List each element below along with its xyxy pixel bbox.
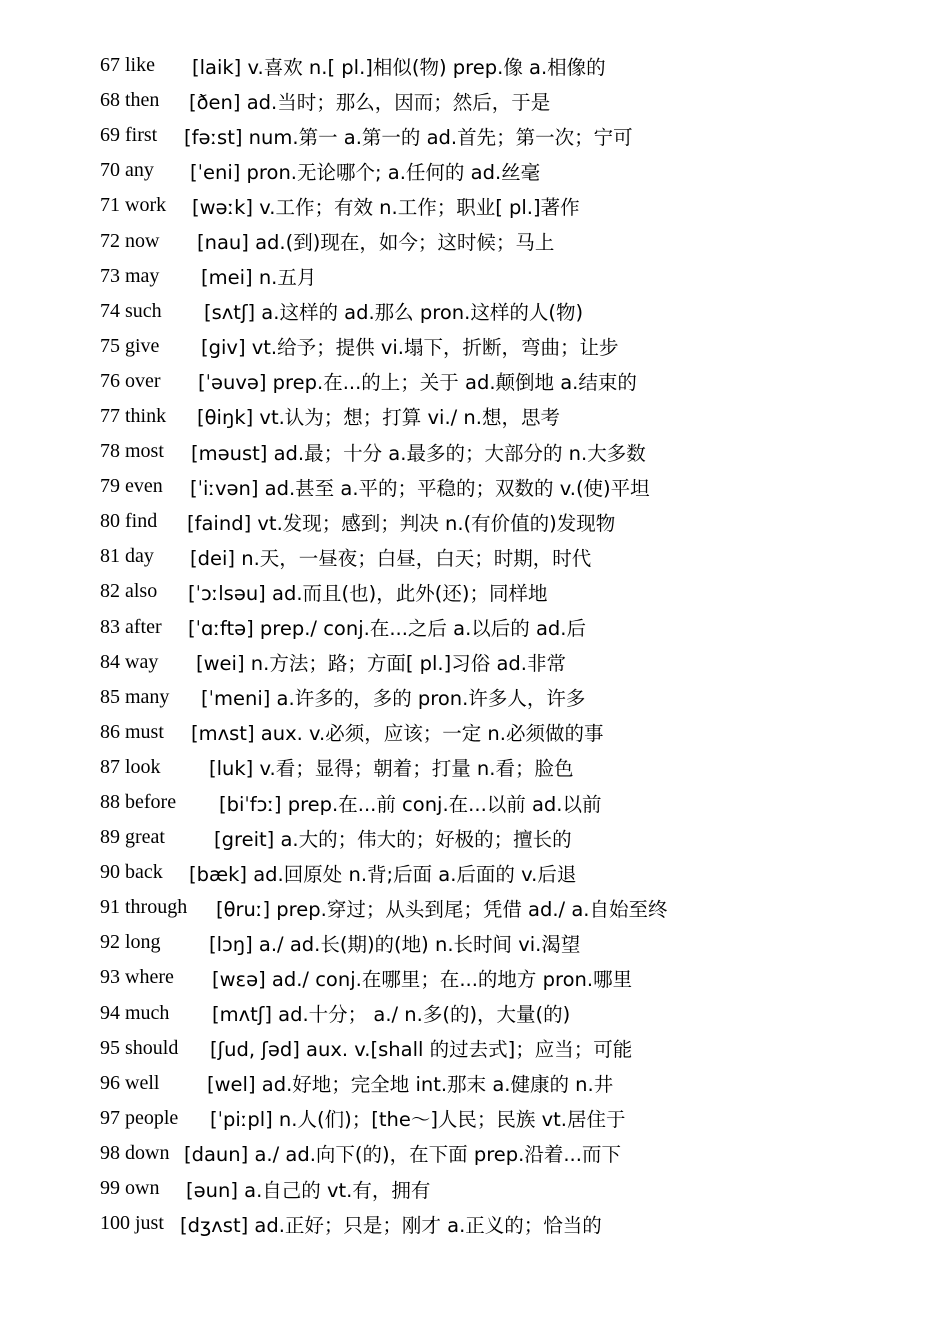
entry-word: 71 work [100,194,167,217]
vocab-entry [100,574,900,609]
entry-word: 97 people [100,1106,179,1129]
entry-definition: [luk] v.看；显得；朝着；打量 n.看；脸色 [209,757,574,781]
entry-word: 83 after [100,615,162,638]
entry-definition: [dʒʌst] ad.正好；只是；刚才 a.正义的；恰当的 [180,1213,602,1237]
entry-word: 70 any [100,159,154,182]
entry-word: 72 now [100,229,160,252]
vocab-entry [100,83,900,118]
entry-word: 94 much [100,1001,170,1024]
entry-word: 87 look [100,755,161,778]
vocab-entry [100,504,900,539]
vocab-entry [100,399,900,434]
entry-definition: [lɔŋ] a./ ad.长(期)的(地) n.长时间 vi.渴望 [209,932,581,956]
vocab-entry [100,539,900,574]
vocab-entry [100,1136,900,1171]
vocab-entry [100,259,900,294]
entry-definition: [laik] v.喜欢 n.[ pl.]相似(物) prep.像 a.相像的 [192,55,606,79]
vocab-entry [100,48,900,83]
vocab-entry [100,715,900,750]
entry-word: 69 first [100,124,158,147]
entry-definition: [ˈɔːlsəu] ad.而且(也)，此外(还)；同样地 [188,581,548,605]
vocab-entry [100,645,900,680]
entry-word: 73 may [100,264,160,287]
entry-word: 96 well [100,1071,160,1094]
entry-definition: [faind] vt.发现；感到；判决 n.(有价值的)发现物 [187,511,616,535]
entry-definition: [məust] ad.最；十分 a.最多的；大部分的 n.大多数 [191,441,646,465]
entry-word: 74 such [100,299,162,322]
entry-definition: [wəːk] v.工作；有效 n.工作；职业[ pl.]著作 [192,195,580,219]
entry-definition: [sʌtʃ] a.这样的 ad.那么 pron.这样的人(物) [204,301,584,325]
vocab-entry [100,434,900,469]
entry-word: 99 own [100,1177,160,1200]
entry-definition: [mʌtʃ] ad.十分； a./ n.多(的)，大量(的) [212,1003,571,1027]
entry-definition: [mei] n.五月 [201,266,317,290]
entry-definition: [wei] n.方法；路；方面[ pl.]习俗 ad.非常 [196,652,566,676]
entry-definition: [wεə] ad./ conj.在哪里；在...的地方 pron.哪里 [212,967,633,991]
vocab-entry [100,118,900,153]
vocab-entry [100,785,900,820]
entry-definition: [ʃud, ʃəd] aux. v.[shall 的过去式]；应当；可能 [210,1038,633,1062]
vocab-entry [100,610,900,645]
entry-definition: [bæk] ad.回原处 n.背;后面 a.后面的 v.后退 [189,862,577,886]
vocab-entry [100,294,900,329]
entry-word: 89 great [100,826,165,849]
entry-definition: [ˈɑːftə] prep./ conj.在...之后 a.以后的 ad.后 [188,617,586,641]
entry-word: 77 think [100,404,167,427]
vocab-entry [100,329,900,364]
entry-word: 79 even [100,475,163,498]
entry-word: 95 should [100,1036,179,1059]
entry-word: 82 also [100,580,158,603]
entry-word: 93 where [100,966,174,989]
vocab-entry [100,820,900,855]
entry-definition: [əun] a.自己的 vt.有，拥有 [186,1178,431,1202]
vocab-entry [100,855,900,890]
vocab-entry [100,188,900,223]
vocab-entry [100,1171,900,1206]
entry-word: 84 way [100,650,159,673]
entry-definition: [nau] ad.(到)现在，如今；这时候；马上 [197,231,555,255]
entry-word: 92 long [100,931,161,954]
vocab-entry [100,1206,900,1241]
entry-definition: [biˈfɔː] prep.在...前 conj.在...以前 ad.以前 [219,792,602,816]
entry-definition: [ˈpiːpl] n.人(们)；[the～]人民；民族 vt.居住于 [210,1108,626,1132]
vocab-entry [100,1101,900,1136]
entry-word: 85 many [100,685,170,708]
entry-definition: [ˈmeni] a.许多的，多的 pron.许多人，许多 [201,687,586,711]
entry-word: 76 over [100,369,161,392]
vocab-entry [100,1031,900,1066]
entry-word: 78 most [100,440,164,463]
entry-word: 67 like [100,54,155,77]
vocab-entry [100,680,900,715]
vocab-entry [100,223,900,258]
entry-word: 91 through [100,896,188,919]
entry-definition: [daun] a./ ad.向下(的)，在下面 prep.沿着...而下 [184,1143,621,1167]
vocab-entry [100,960,900,995]
entry-definition: [greit] a.大的；伟大的；好极的；擅长的 [214,827,572,851]
entry-definition: [ˈeni] pron.无论哪个; a.任何的 ad.丝毫 [190,160,541,184]
entry-definition: [θiŋk] vt.认为；想；打算 vi./ n.想，思考 [197,406,560,430]
entry-definition: [ˈəuvə] prep.在...的上；关于 ad.颠倒地 a.结束的 [198,371,637,395]
vocab-entry [100,1066,900,1101]
entry-definition: [mʌst] aux. v.必须，应该；一定 n.必须做的事 [191,722,604,746]
vocabulary-list [100,48,900,1241]
entry-word: 100 just [100,1212,164,1235]
entry-definition: [fəːst] num.第一 a.第一的 ad.首先；第一次；宁可 [184,125,633,149]
entry-definition: [θruː] prep.穿过；从头到尾；凭借 ad./ a.自始至终 [216,897,668,921]
vocab-entry [100,153,900,188]
entry-word: 81 day [100,545,154,568]
vocab-entry [100,996,900,1031]
entry-word: 98 down [100,1141,170,1164]
entry-definition: [dei] n.天，一昼夜；白昼，白天；时期，时代 [190,546,592,570]
entry-word: 88 before [100,791,177,814]
entry-definition: [wel] ad.好地；完全地 int.那末 a.健康的 n.井 [207,1073,614,1097]
entry-word: 68 then [100,89,160,112]
vocab-entry [100,364,900,399]
vocab-entry [100,890,900,925]
vocab-entry [100,925,900,960]
entry-word: 75 give [100,334,160,357]
entry-word: 80 find [100,510,158,533]
entry-definition: [ˈiːvən] ad.甚至 a.平的；平稳的；双数的 v.(使)平坦 [190,476,650,500]
entry-word: 86 must [100,720,164,743]
entry-definition: [ðen] ad.当时；那么，因而；然后，于是 [189,90,551,114]
vocab-entry [100,469,900,504]
entry-definition: [giv] vt.给予；提供 vi.塌下，折断，弯曲；让步 [201,336,619,360]
vocab-entry [100,750,900,785]
entry-word: 90 back [100,861,163,884]
